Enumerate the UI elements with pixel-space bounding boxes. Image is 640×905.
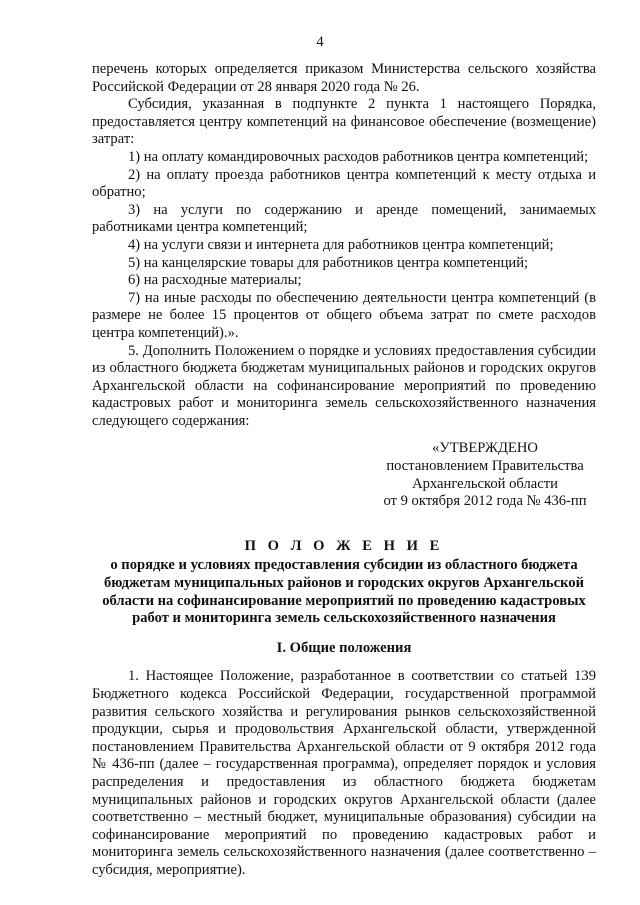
approval-line: «УТВЕРЖДЕНО <box>432 440 538 457</box>
approval-line: от 9 октября 2012 года № 436-пп <box>383 493 587 510</box>
section-paragraph: 1. Настоящее Положение, разработанное в соответствии со статьей 139 Бюджетного кодекса Российской Федерации, государственной программой развития сельского хозяйства и регулирования рынков сельскохозяйственной продукции, сырья и продовольствия Архангельской области, утвержденной постановлением Правительства Архангельской области от 9 октября 2012 года № 436-пп (далее – государственная программа), определяет порядок и условия распределения и предоставления из областного бюджета бюджетам муниципальных районов и городских округов Архангельской области (далее соответственно – местный бюджет, муниципальные образования) субсидии на софинансирование мероприятий по проведению кадастровых работ и мониторинга земель сельскохозяйственного назначения (далее соответственно – субсидия, мероприятие). <box>92 668 596 878</box>
list-item: 5) на канцелярские товары для работников центра компетенций; <box>128 254 529 271</box>
approval-line: Архангельской области <box>412 475 558 492</box>
document-title: П О Л О Ж Е Н И Е <box>244 537 444 554</box>
section-heading: I. Общие положения <box>276 639 412 656</box>
approval-stamp <box>92 440 596 510</box>
document-subtitle: о порядке и условиях предоставления субсидии из областного бюджета бюджетам муниципальных районов и городских округов Архангельской области на софинансирование мероприятий по проведению кадастровых работ и мониторинга земель сельскохозяйственного назначения <box>102 557 586 627</box>
list-item: 3) на услуги по содержанию и аренде помещений, занимаемых работниками центра компетенций; <box>92 201 596 236</box>
paragraph-continuation: перечень которых определяется приказом Министерства сельского хозяйства Российской Федерации от 28 января 2020 года № 26. <box>92 61 596 95</box>
list-item: 4) на услуги связи и интернета для работников центра компетенций; <box>128 236 554 253</box>
document-body <box>92 61 596 880</box>
list-item: 1) на оплату командировочных расходов работников центра компетенций; <box>128 148 589 165</box>
paragraph-5: 5. Дополнить Положением о порядке и условиях предоставления субсидии из областного бюджета бюджетам муниципальных районов и городских округов Архангельской области на софинансирование мероприятий по проведению кадастровых работ и мониторинга земель сельскохозяйственного назначения следующего содержания: <box>92 342 596 429</box>
list-item: 2) на оплату проезда работников центра компетенций к месту отдыха и обратно; <box>92 166 596 201</box>
list-item: 6) на расходные материалы; <box>128 272 302 289</box>
list-item: 7) на иные расходы по обеспечению деятельности центра компетенций (в размере не более 15 процентов от общего объема затрат по смете расходов центра компетенций).». <box>92 289 596 341</box>
approval-line: постановлением Правительства <box>386 458 584 475</box>
paragraph-subsidy-purpose: Субсидия, указанная в подпункте 2 пункта 1 настоящего Порядка, предоставляется центру компетенций на финансовое обеспечение (возмещение) затрат: <box>92 96 596 148</box>
page-number: 4 <box>316 34 324 50</box>
